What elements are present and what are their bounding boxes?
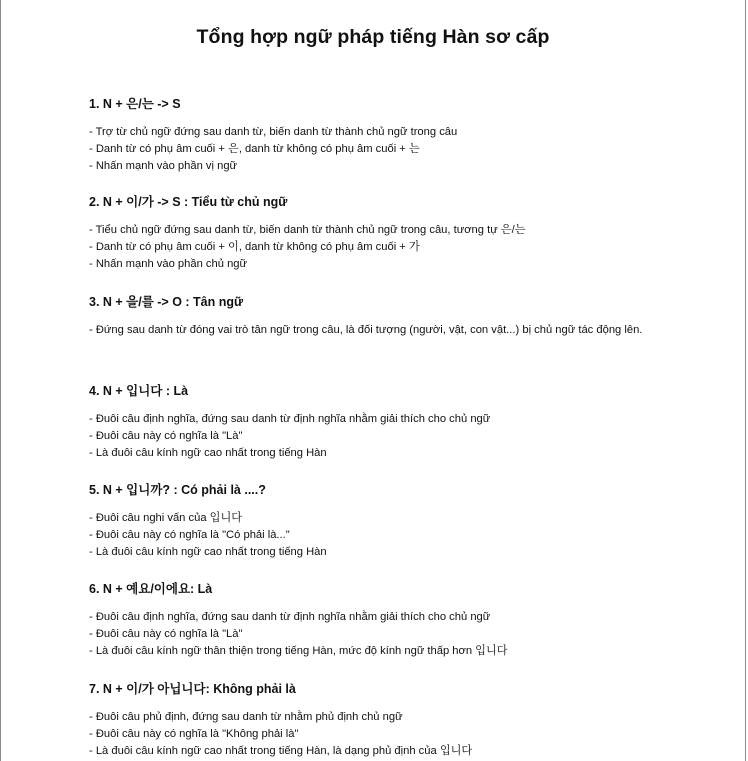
section-line: - Danh từ có phụ âm cuối + 은, danh từ không có phụ âm cuối + 는 xyxy=(89,143,420,155)
section-heading: 2. N + 이/가 -> S : Tiểu từ chủ ngữ xyxy=(89,195,288,209)
grammar-section-1 xyxy=(89,94,669,175)
section-line: - Đứng sau danh từ đóng vai trò tân ngữ trong câu, là đối tượng (người, vật, con vật...) bị chủ ngữ tác động lên. xyxy=(89,324,643,336)
page-title: Tổng hợp ngữ pháp tiếng Hàn sơ cấp xyxy=(196,26,550,48)
section-line: - Đuôi câu này có nghĩa là "Có phải là..." xyxy=(89,529,290,541)
section-heading: 1. N + 은/는 -> S xyxy=(89,97,181,111)
section-line: - Đuôi câu định nghĩa, đứng sau danh từ định nghĩa nhằm giải thích cho chủ ngữ xyxy=(89,413,491,425)
section-line: - Danh từ có phụ âm cuối + 이, danh từ không có phụ âm cuối + 가 xyxy=(89,241,420,253)
grammar-section-2 xyxy=(89,192,669,273)
grammar-section-6 xyxy=(89,579,669,660)
section-line: - Là đuôi câu kính ngữ cao nhất trong tiếng Hàn xyxy=(89,546,327,558)
section-line: - Nhấn mạnh vào phần vị ngữ xyxy=(89,160,238,172)
grammar-section-4 xyxy=(89,381,669,462)
section-heading: 6. N + 예요/이에요: Là xyxy=(89,582,213,596)
section-line: - Đuôi câu định nghĩa, đứng sau danh từ định nghĩa nhằm giải thích cho chủ ngữ xyxy=(89,611,491,623)
section-line: - Tiểu chủ ngữ đứng sau danh từ, biến danh từ thành chủ ngữ trong câu, tương tự 은/는 xyxy=(89,224,526,236)
section-line: - Đuôi câu này có nghĩa là "Là" xyxy=(89,628,243,640)
section-line: - Đuôi câu phủ định, đứng sau danh từ nhằm phủ định chủ ngữ xyxy=(89,711,403,723)
section-line: - Trợ từ chủ ngữ đứng sau danh từ, biến danh từ thành chủ ngữ trong câu xyxy=(89,126,458,138)
section-line: - Nhấn mạnh vào phần chủ ngữ xyxy=(89,258,248,270)
section-heading: 4. N + 입니다 : Là xyxy=(89,384,189,398)
section-line: - Là đuôi câu kính ngữ cao nhất trong tiếng Hàn xyxy=(89,447,327,459)
section-line: - Đuôi câu nghi vấn của 입니다 xyxy=(89,512,243,524)
section-heading: 5. N + 입니까? : Có phải là ....? xyxy=(89,483,266,497)
section-heading: 7. N + 이/가 아닙니다: Không phải là xyxy=(89,682,296,696)
section-heading: 3. N + 을/를 -> O : Tân ngữ xyxy=(89,295,244,309)
section-line: - Là đuôi câu kính ngữ cao nhất trong tiếng Hàn, là dạng phủ định của 입니다 xyxy=(89,745,473,757)
section-line: - Là đuôi câu kính ngữ thân thiện trong tiếng Hàn, mức độ kính ngữ thấp hơn 입니다 xyxy=(89,645,508,657)
section-line: - Đuôi câu này có nghĩa là "Không phải là" xyxy=(89,728,299,740)
grammar-section-7 xyxy=(89,679,669,760)
grammar-section-3 xyxy=(89,292,669,339)
grammar-section-5 xyxy=(89,480,669,561)
section-line: - Đuôi câu này có nghĩa là "Là" xyxy=(89,430,243,442)
